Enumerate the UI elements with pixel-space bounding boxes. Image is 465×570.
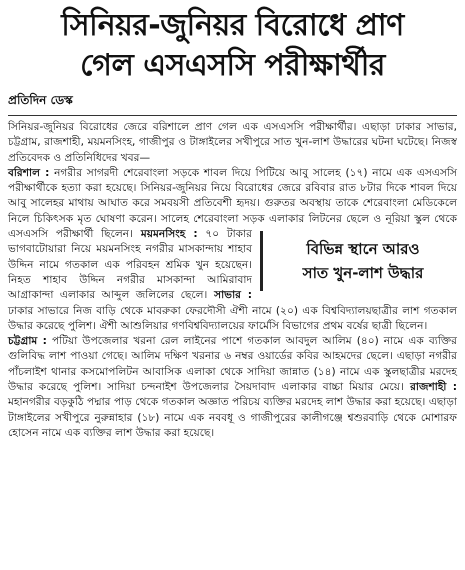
- place-label-rajshahi: রাজশাহী :: [403, 381, 457, 394]
- place-label-mymensingh: ময়মনসিংহ :: [132, 228, 198, 241]
- intro-paragraph: সিনিয়র-জুনিয়র বিরোধের জেরে বরিশালে প্রাণ গেল এক এসএসসি পরীক্ষার্থীর। এছাড়া ঢাকার সাভার, চট্টগ্রাম, রাজশাহী, ময়মনসিংহ, গাজীপুর ও টাঙ্গাইলের সখীপুরে সাত খুন-লাশ উদ্ধারের ঘটনা ঘটেছে। নিজস্ব প্রতিবেদক ও প্রতিনিধিদের খবর—: [8, 121, 457, 164]
- headline: [8, 6, 457, 86]
- article-body: [8, 120, 457, 441]
- news-article: [0, 6, 465, 570]
- barisal-text: নগরীর সাগরদী শেরেবাংলা সড়কে শাবল দিয়ে পিটিয়ে আবু সালেহ (১৭) নামে এক এসএসসি পরীক্ষার্থীকে হত্যা করা হয়েছে। সিনিয়র-জুনিয়র নিয়ে বিরোধের জেরে রবিবার রাত ৮টার দিকে শাবল দিয়ে আবু সালেহর মাথায় আঘাত করে সমবয়সী প্রতিবেশী হৃদয়। গুরুতর অবস্থায় তাকে শেরেবাংলা মেডিকেলে নিলে চিকিৎসক মৃত ঘোষণা করেন। সালেহ শেরেবাংলা সড়ক এলাকার লিটনের ছেলে ও নূরিয়া স্কুল থেকে এসএসসি পরীক্ষার্থী ছিলেন।: [8, 166, 457, 241]
- rajshahi-text: মহানগরীর বড়কুঠি পদ্মার পাড় থেকে গতকাল অজ্ঞাত পরিচয় ব্যক্তির মরদেহ লাশ উদ্ধার করা হয়েছে। এছাড়া টাঙ্গাইলের সখীপুরে নুরুন্নাহার (১৮) নামে এক নববধূ ও গাজীপুরের কালীগঞ্জে শ্বশুরবাড়ি থেকে মোশারফ হোসেন নামে এক ব্যক্তির লাশ উদ্ধার করা হয়েছে।: [8, 396, 457, 439]
- paragraph-barisal-mymensingh: [8, 166, 457, 334]
- sidebar-subheadline: [260, 231, 457, 291]
- sidebar-line-1: বিভিন্ন স্থানে আরও: [306, 240, 420, 259]
- place-label-barisal: বরিশাল :: [8, 166, 50, 179]
- place-label-chattogram: চট্টগ্রাম :: [8, 335, 47, 348]
- headline-line-2: গেল এসএসসি পরীক্ষার্থীর: [80, 48, 385, 83]
- place-label-savar: সাভার :: [207, 289, 252, 302]
- byline-desk: প্রতিদিন ডেস্ক: [8, 92, 457, 116]
- savar-text: ঢাকার সাভারে নিজ বাড়ি থেকে মাবরুকা ফেরদৌসী ঐশী নামে (২০) এক বিশ্ববিদ্যালয়ছাত্রীর লাশ গতকাল উদ্ধার করেছে পুলিশ। ঐশী আশুলিয়ার গণবিশ্ববিদ্যালয়ের ফার্মেসি বিভাগের প্রথম বর্ষের ছাত্রী ছিলেন।: [8, 304, 457, 332]
- chattogram-text: পটিয়া উপজেলার খরনা রেল লাইনের পাশে গতকাল আবদুল আলিম (৪০) নামে এক ব্যক্তির গুলিবিদ্ধ লাশ পাওয়া গেছে। আলিম দক্ষিণ খরনার ৬ নম্বর ওয়ার্ডের কবির আহমদের ছেলে। এছাড়া নগরীর পাঁচলাইশ থানার কসমোপলিটন আবাসিক এলাকা থেকে সাদিয়া জান্নাত (১৪) নামে এক স্কুলছাত্রীর মরদেহ উদ্ধার করেছে পুলিশ। সাদিয়া চন্দনাইশ উপজেলার সৈয়দাবাদ এলাকার বাচ্চা মিয়ার মেয়ে।: [8, 335, 457, 394]
- mymensingh-text: ৭০ টাকার ভাগবাটোয়ারা নিয়ে ময়মনসিংহ নগরীর মাসকান্দায় শাহাব উদ্দিন নামে গতকাল এক পরিবহন শ্রমিক খুন হয়েছেন। নিহত শাহাব উদ্দিন নগরীর মাসকান্দা আমিরাবাদ আগ্রাকান্দা এলাকার আব্দুল জলিলের ছেলে।: [8, 228, 252, 302]
- headline-line-1: সিনিয়র-জুনিয়র বিরোধে প্রাণ: [61, 8, 404, 43]
- paragraph-chattogram-rajshahi: [8, 334, 457, 441]
- sidebar-line-2: সাত খুন-লাশ উদ্ধার: [302, 264, 424, 283]
